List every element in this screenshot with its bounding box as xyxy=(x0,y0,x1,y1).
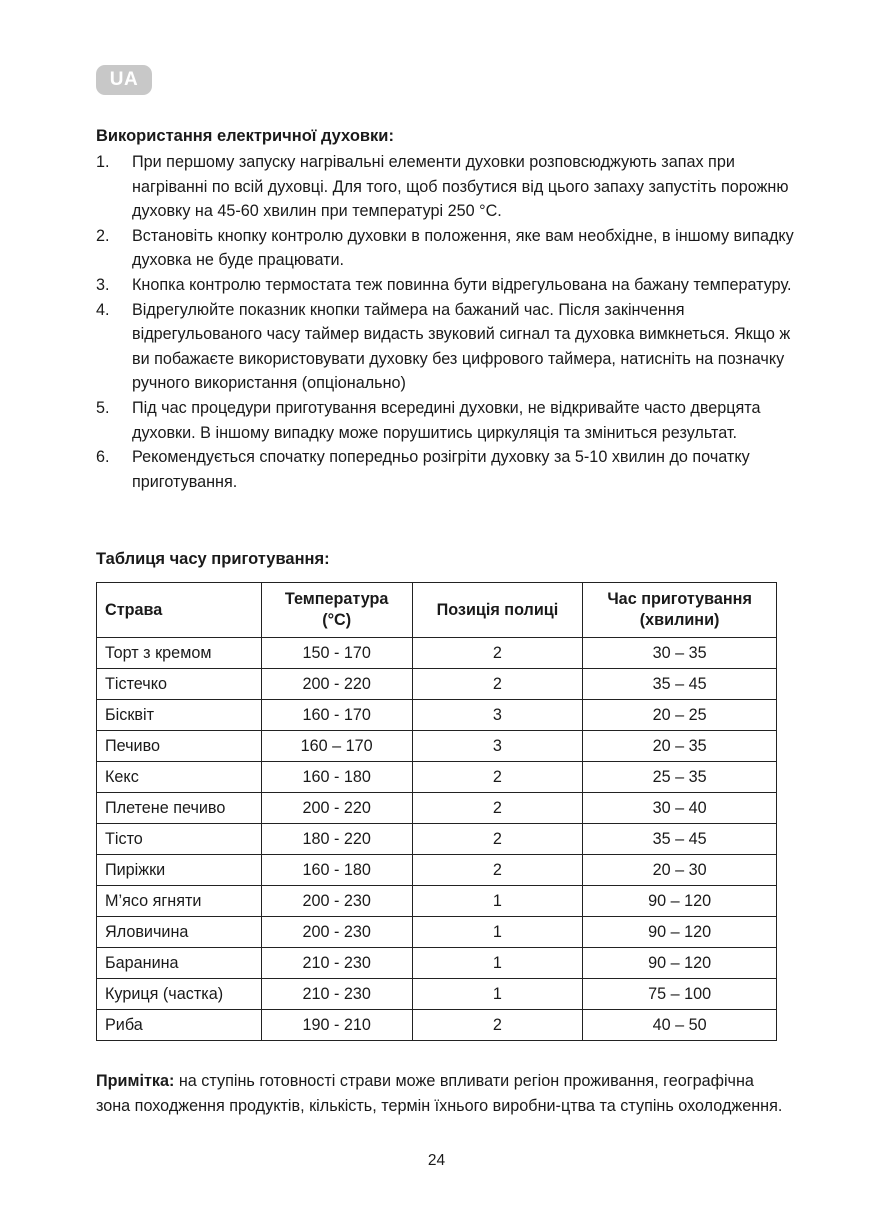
cell-cooking-time: 20 – 25 xyxy=(583,700,777,731)
cell-dish: Плетене печиво xyxy=(97,793,262,824)
item-number: 6. xyxy=(96,448,110,467)
item-text: Кнопка контролю термостата теж повинна бути відрегульована на бажану температуру. xyxy=(132,275,792,294)
instruction-item xyxy=(96,224,796,273)
table-title: Таблиця часу приготування: xyxy=(96,550,330,568)
cell-dish: Тісто xyxy=(97,824,262,855)
cell-shelf-position: 3 xyxy=(412,731,583,762)
table-row xyxy=(97,917,777,948)
cell-shelf-position: 1 xyxy=(412,948,583,979)
cell-cooking-time: 30 – 40 xyxy=(583,793,777,824)
instruction-item xyxy=(96,396,796,445)
item-text: Рекомендується спочатку попередньо розігріти духовку за 5-10 хвилин до початку приготування. xyxy=(132,448,750,491)
table-row xyxy=(97,948,777,979)
cell-dish: Куриця (частка) xyxy=(97,979,262,1010)
cell-cooking-time: 40 – 50 xyxy=(583,1010,777,1041)
cell-dish: М’ясо ягняти xyxy=(97,886,262,917)
cell-temperature: 180 - 220 xyxy=(261,824,412,855)
table-row xyxy=(97,1010,777,1041)
cell-shelf-position: 2 xyxy=(412,855,583,886)
cell-shelf-position: 2 xyxy=(412,762,583,793)
cell-shelf-position: 3 xyxy=(412,700,583,731)
cell-cooking-time: 35 – 45 xyxy=(583,824,777,855)
table-row xyxy=(97,793,777,824)
cell-dish: Баранина xyxy=(97,948,262,979)
instruction-item xyxy=(96,298,796,396)
table-row xyxy=(97,979,777,1010)
item-text: Відрегулюйте показник кнопки таймера на бажаний час. Після закінчення відрегульованого часу таймер видасть звуковий сигнал та духовка вимкнеться. Якщо ж ви побажаєте використовувати духовку без цифрового таймера, натисніть на позначку ручного використання (опціонально) xyxy=(132,300,791,393)
cell-temperature: 190 - 210 xyxy=(261,1010,412,1041)
header-shelf-position: Позиція полиці xyxy=(412,583,583,638)
cell-cooking-time: 35 – 45 xyxy=(583,669,777,700)
cell-shelf-position: 1 xyxy=(412,917,583,948)
cell-cooking-time: 20 – 30 xyxy=(583,855,777,886)
cell-cooking-time: 75 – 100 xyxy=(583,979,777,1010)
table-row xyxy=(97,669,777,700)
item-text: Під час процедури приготування всередині духовки, не відкривайте часто дверцята духовки. В іншому випадку може порушитись циркуляція та зміниться результат. xyxy=(132,398,761,442)
page-number: 24 xyxy=(427,1152,446,1169)
table-row xyxy=(97,886,777,917)
cell-temperature: 200 - 220 xyxy=(261,793,412,824)
cell-dish: Кекс xyxy=(97,762,262,793)
item-text: Встановіть кнопку контролю духовки в положення, яке вам необхідне, в іншому випадку духовка не буде працювати. xyxy=(132,226,794,270)
cell-shelf-position: 2 xyxy=(412,638,583,669)
cell-temperature: 160 - 180 xyxy=(261,762,412,793)
cell-shelf-position: 2 xyxy=(412,824,583,855)
table-row xyxy=(97,762,777,793)
cell-temperature: 210 - 230 xyxy=(261,979,412,1010)
header-temperature: Температура (°C) xyxy=(261,583,412,638)
cell-temperature: 200 - 230 xyxy=(261,886,412,917)
cell-dish: Торт з кремом xyxy=(97,638,262,669)
table-row xyxy=(97,638,777,669)
instruction-item xyxy=(96,150,796,224)
table-row xyxy=(97,824,777,855)
item-number: 3. xyxy=(96,275,110,294)
header-dish: Страва xyxy=(97,583,262,638)
cell-shelf-position: 1 xyxy=(412,979,583,1010)
cell-cooking-time: 90 – 120 xyxy=(583,886,777,917)
item-number: 2. xyxy=(96,226,110,245)
cell-dish: Риба xyxy=(97,1010,262,1041)
note xyxy=(96,1069,786,1119)
cell-dish: Печиво xyxy=(97,731,262,762)
cell-cooking-time: 90 – 120 xyxy=(583,917,777,948)
note-label: Примітка: xyxy=(96,1072,175,1090)
cell-shelf-position: 2 xyxy=(412,793,583,824)
cell-cooking-time: 25 – 35 xyxy=(583,762,777,793)
cell-dish: Яловичина xyxy=(97,917,262,948)
cell-temperature: 200 - 230 xyxy=(261,917,412,948)
cell-temperature: 210 - 230 xyxy=(261,948,412,979)
item-text: При першому запуску нагрівальні елементи духовки розповсюджують запах при нагріванні по всій духовці. Для того, щоб позбутися від цього запаху запустіть порожню духовку на 45-60 хвилин при температурі 250 °С. xyxy=(132,153,789,221)
cell-dish: Бісквіт xyxy=(97,700,262,731)
note-text: на ступінь готовності страви може впливати регіон проживання, географічна зона походження продуктів, кількість, термін їхнього виробни-цтва та ступінь охолодження. xyxy=(96,1072,783,1115)
item-number: 1. xyxy=(96,153,110,171)
header-cooking-time: Час приготування (хвилини) xyxy=(583,583,777,638)
language-badge: UA xyxy=(96,65,152,95)
cell-cooking-time: 90 – 120 xyxy=(583,948,777,979)
cell-dish: Тістечко xyxy=(97,669,262,700)
cell-temperature: 160 – 170 xyxy=(261,731,412,762)
item-number: 4. xyxy=(96,300,110,319)
table-row xyxy=(97,700,777,731)
instruction-item xyxy=(96,273,796,298)
instruction-item xyxy=(96,445,796,494)
cell-temperature: 160 - 180 xyxy=(261,855,412,886)
cell-cooking-time: 30 – 35 xyxy=(583,638,777,669)
cell-cooking-time: 20 – 35 xyxy=(583,731,777,762)
cell-shelf-position: 2 xyxy=(412,1010,583,1041)
table-header-row xyxy=(97,583,777,638)
table-row xyxy=(97,855,777,886)
cooking-time-table xyxy=(96,582,777,1041)
cell-shelf-position: 1 xyxy=(412,886,583,917)
instructions-list xyxy=(96,150,796,494)
table-row xyxy=(97,731,777,762)
cell-shelf-position: 2 xyxy=(412,669,583,700)
cell-temperature: 150 - 170 xyxy=(261,638,412,669)
section-title: Використання електричної духовки: xyxy=(96,127,394,145)
item-number: 5. xyxy=(96,398,110,417)
cell-dish: Пиріжки xyxy=(97,855,262,886)
cell-temperature: 160 - 170 xyxy=(261,700,412,731)
cell-temperature: 200 - 220 xyxy=(261,669,412,700)
